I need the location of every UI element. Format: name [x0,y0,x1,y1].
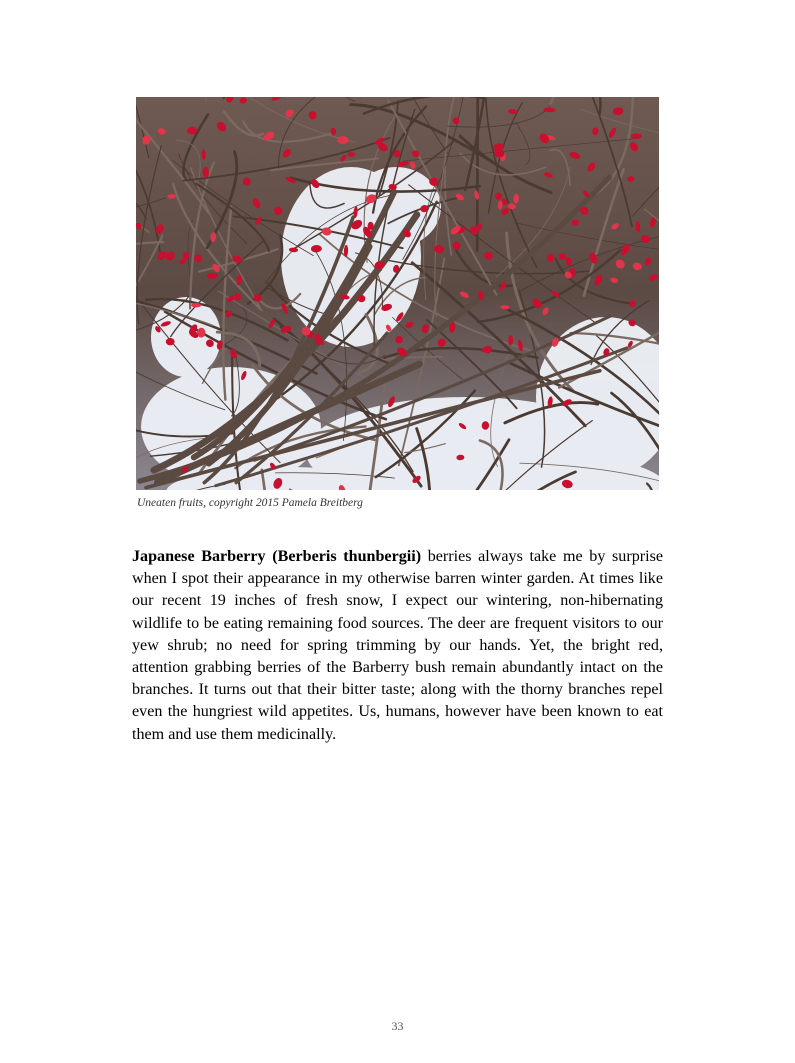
berry [508,335,513,345]
barberry-photo-image [136,97,659,490]
barberry-photo [136,97,659,490]
berry [631,133,642,138]
paragraph-text: berries always take me by surprise when I spot their appearance in my otherwise barren winter garden. At times like our recent 19 inches of fresh snow, I expect our wintering, non-hibernating wildlife to be eating remaining food sources. The deer are frequent visitors to our yew shrub; no need for spring trimming by our hands. Yet, the bright red, attention grabbing berries of the Barberry bush remain abundantly intact on the branches. It turns out that their bitter taste; along with the thorny branches repel even the hungriest wild appetites. Us, humans, however have been known to eat them and use them medicinally. [132,548,663,743]
photo-caption: Uneaten fruits, copyright 2015 Pamela Breitberg [137,497,363,509]
page-number: 33 [391,1019,404,1033]
body-paragraph [132,546,663,746]
berry [191,303,201,307]
paragraph-lead-bold: Japanese Barberry (Berberis thunbergii) [132,548,422,565]
